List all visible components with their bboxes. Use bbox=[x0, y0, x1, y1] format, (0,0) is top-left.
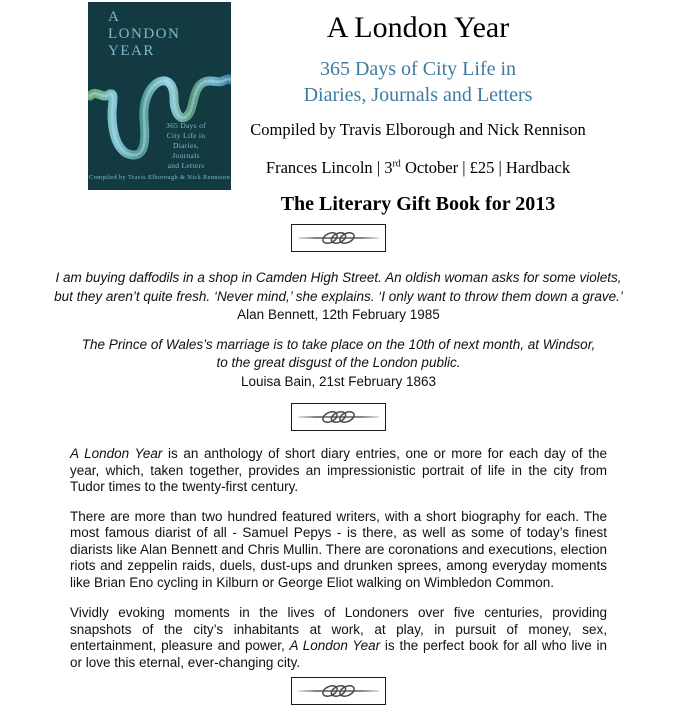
rope-knot-divider-icon bbox=[291, 403, 386, 431]
body-paragraph: There are more than two hundred featured writers, with a short biography for each. The most famous diarist of all - Samuel Pepys - is there, as well as some of today’s finest diarists like Alan Bennett and Chris Mullin. There are coronations and executions, election riots and zeppelin raids, duels, dust-ups and drunken sprees, among everyday moments like Brian Eno cycling in Kilburn or George Eliot walking on Wimbledon Common. bbox=[70, 508, 607, 590]
book-title-italic: A London Year bbox=[289, 638, 381, 653]
quote-attribution: Louisa Bain, 21st February 1863 bbox=[240, 373, 437, 389]
book-title-italic: A London Year bbox=[70, 446, 163, 461]
cover-title: A LONDON YEAR bbox=[108, 9, 181, 59]
tagline-heading: The Literary Gift Book for 2013 bbox=[280, 193, 556, 215]
cover-subtitle: 365 Days of City Life in Diaries, Journals and Letters bbox=[166, 121, 206, 170]
quote-text: to the great disgust of the London public. bbox=[216, 355, 461, 370]
quote-text: The Prince of Wales’s marriage is to take place on the 10th of next month, at Windsor, bbox=[81, 336, 596, 352]
book-cover bbox=[88, 2, 231, 190]
ordinal-superscript: rd bbox=[392, 158, 401, 170]
header bbox=[0, 0, 677, 216]
body-paragraph: A London Year is an anthology of short diary entries, one or more for each day of the year, which, taken together, provides an impressionistic portrait of life in the city from Tudor times to the twenty-first century. bbox=[70, 446, 607, 494]
cover-credit: Compiled by Travis Elborough & Nick Rennison bbox=[88, 174, 231, 181]
rope-knot-divider-icon bbox=[291, 224, 386, 252]
publication-info-line: Frances Lincoln | 3rd October | £25 | Hardback bbox=[265, 158, 571, 177]
page-title: A London Year bbox=[326, 11, 510, 44]
quote-attribution: Alan Bennett, 12th February 1985 bbox=[237, 307, 440, 322]
quote-text: but they aren’t quite fresh. ‘Never mind,’ she explains. ‘I only want to throw them down a grave.’ bbox=[54, 288, 623, 304]
quote-block bbox=[0, 336, 677, 392]
body-paragraph: Vividly evoking moments in the lives of Londoners over five centuries, providing snapshots of the city’s inhabitants at work, at play, in pursuit of money, sex, entertainment, pleasure and power, A London Year is the perfect book for all who live in or love this eternal, ever-changing city. bbox=[70, 605, 607, 670]
quote-text: I am buying daffodils in a shop in Camden High Street. An oldish woman asks for some violets, bbox=[55, 270, 622, 285]
header-text bbox=[231, 2, 677, 216]
quote-block bbox=[0, 269, 677, 325]
compiled-by-line: Compiled by Travis Elborough and Nick Rennison bbox=[250, 120, 586, 139]
rope-knot-divider-icon bbox=[291, 677, 386, 705]
book-subtitle: 365 Days of City Life in Diaries, Journals and Letters bbox=[303, 58, 533, 106]
